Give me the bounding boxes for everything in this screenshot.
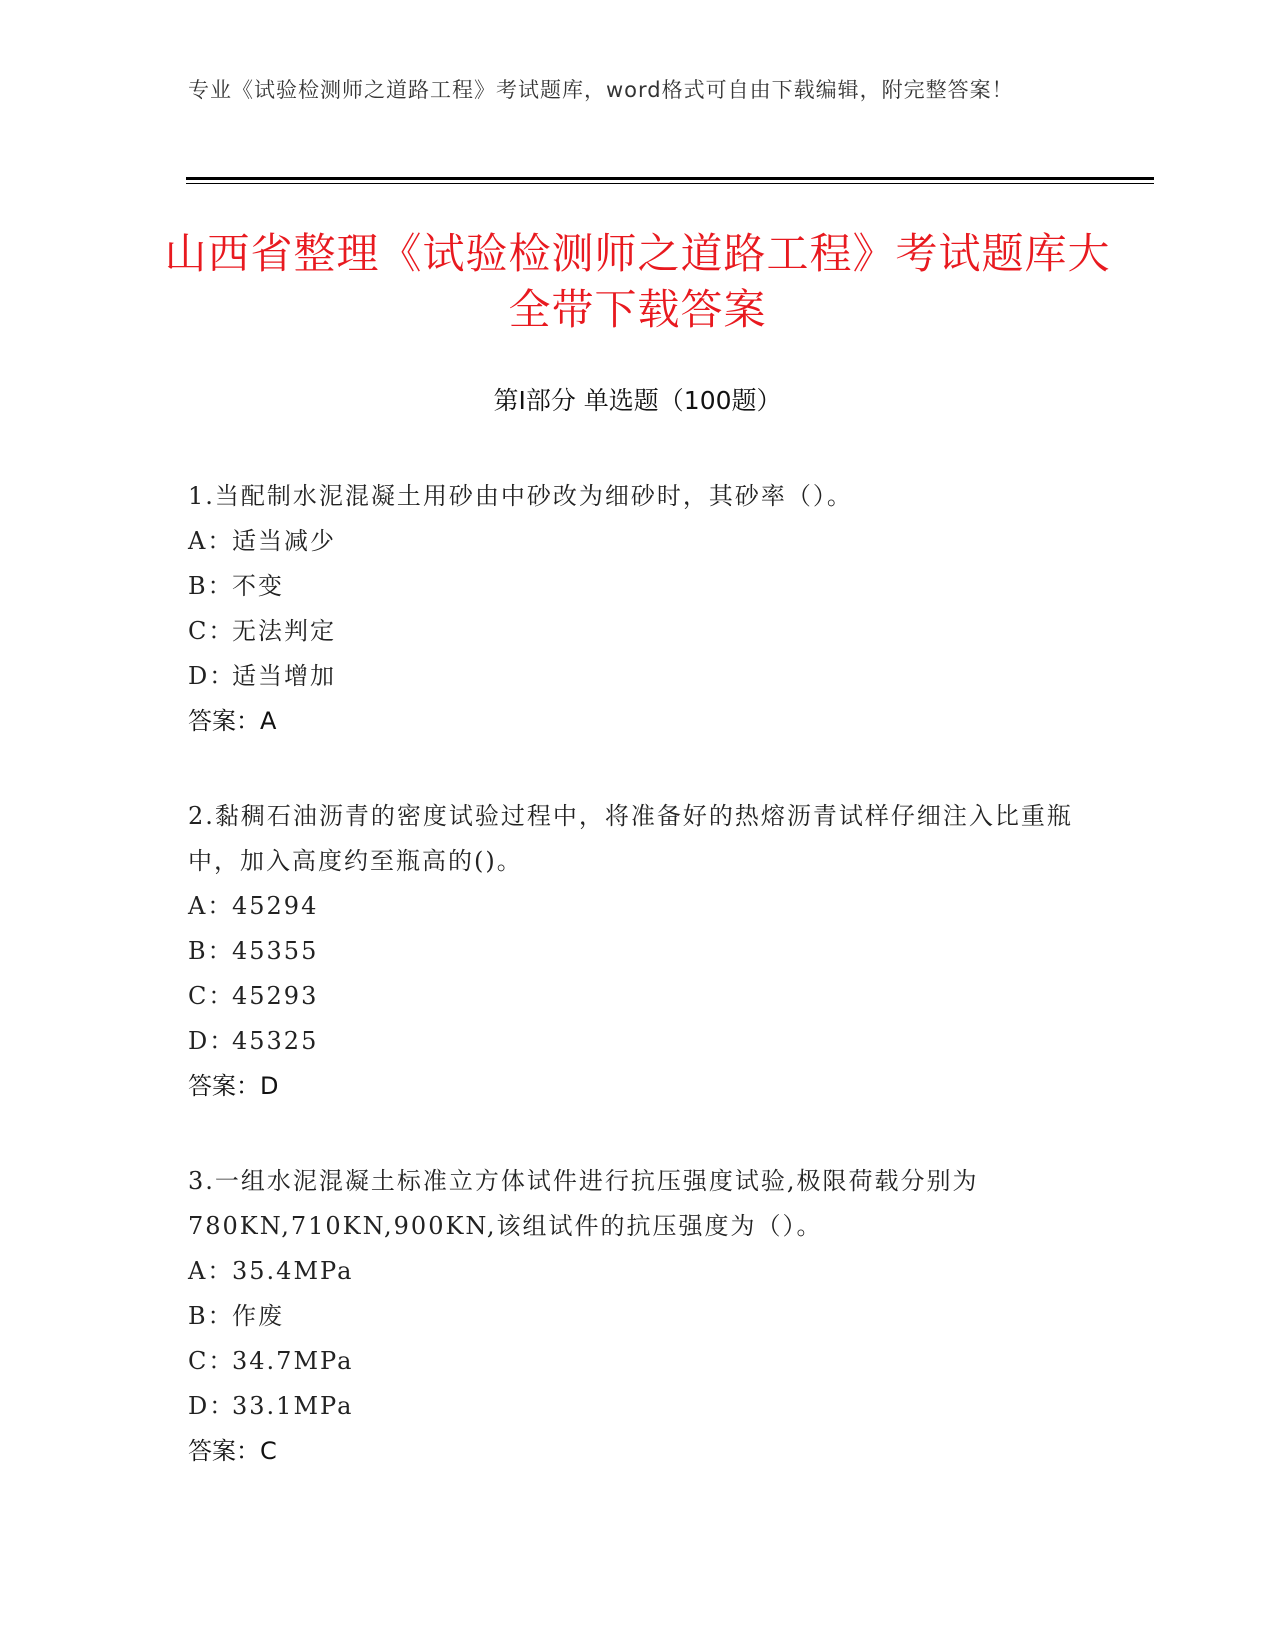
answer-line [188, 699, 1088, 744]
document-title: 山西省整理《试验检测师之道路工程》考试题库大全带下载答案 [164, 229, 1111, 334]
answer-line [188, 1064, 1088, 1109]
option-key: C： [188, 1347, 235, 1375]
answer-label: 答案： [188, 707, 260, 735]
option-d [188, 654, 1088, 699]
option-key: D： [188, 1027, 236, 1055]
question-1 [188, 474, 1088, 744]
question-3 [188, 1159, 1088, 1474]
option-text: 45355 [232, 937, 319, 965]
answer-value: C [260, 1437, 277, 1465]
option-key: A： [188, 1257, 234, 1285]
option-a [188, 519, 1088, 564]
option-key: D： [188, 662, 236, 690]
option-key: D： [188, 1392, 236, 1420]
option-c [188, 1339, 1088, 1384]
header-rule-thick [186, 177, 1154, 180]
section-title: 第I部分 单选题（100题） [493, 386, 782, 415]
option-text: 适当减少 [232, 527, 336, 555]
option-text: 45293 [232, 982, 319, 1010]
option-text: 45294 [232, 892, 319, 920]
option-text: 35.4MPa [232, 1257, 354, 1285]
option-key: A： [188, 892, 234, 920]
question-2 [188, 794, 1088, 1109]
question-list [188, 474, 1088, 1524]
option-key: A： [188, 527, 234, 555]
option-b [188, 929, 1088, 974]
header-rule-thin [186, 183, 1154, 184]
option-text: 适当增加 [232, 662, 336, 690]
option-a [188, 1249, 1088, 1294]
option-d [188, 1384, 1088, 1429]
option-key: B： [188, 1302, 234, 1330]
option-text: 34.7MPa [232, 1347, 354, 1375]
option-key: C： [188, 617, 235, 645]
option-a [188, 884, 1088, 929]
answer-line [188, 1429, 1088, 1474]
option-text: 无法判定 [232, 617, 336, 645]
option-text: 不变 [232, 572, 284, 600]
option-key: B： [188, 937, 234, 965]
option-c [188, 974, 1088, 1019]
answer-value: A [260, 707, 277, 735]
answer-label: 答案： [188, 1437, 260, 1465]
option-text: 45325 [232, 1027, 319, 1055]
answer-label: 答案： [188, 1072, 260, 1100]
option-text: 33.1MPa [232, 1392, 354, 1420]
option-d [188, 1019, 1088, 1064]
answer-value: D [260, 1072, 279, 1100]
option-text: 作废 [232, 1302, 284, 1330]
question-stem: 3.一组水泥混凝土标准立方体试件进行抗压强度试验,极限荷载分别为780KN,710KN,900KN,该组试件的抗压强度为（）。 [188, 1167, 979, 1240]
option-b [188, 564, 1088, 609]
header-note: 专业《试验检测师之道路工程》考试题库，word格式可自由下载编辑，附完整答案！ [188, 78, 1014, 102]
question-stem: 2.黏稠石油沥青的密度试验过程中，将准备好的热熔沥青试样仔细注入比重瓶中，加入高度约至瓶高的()。 [188, 802, 1073, 875]
question-stem: 1.当配制水泥混凝土用砂由中砂改为细砂时，其砂率（）。 [188, 482, 853, 510]
option-key: B： [188, 572, 234, 600]
option-key: C： [188, 982, 235, 1010]
option-c [188, 609, 1088, 654]
option-b [188, 1294, 1088, 1339]
